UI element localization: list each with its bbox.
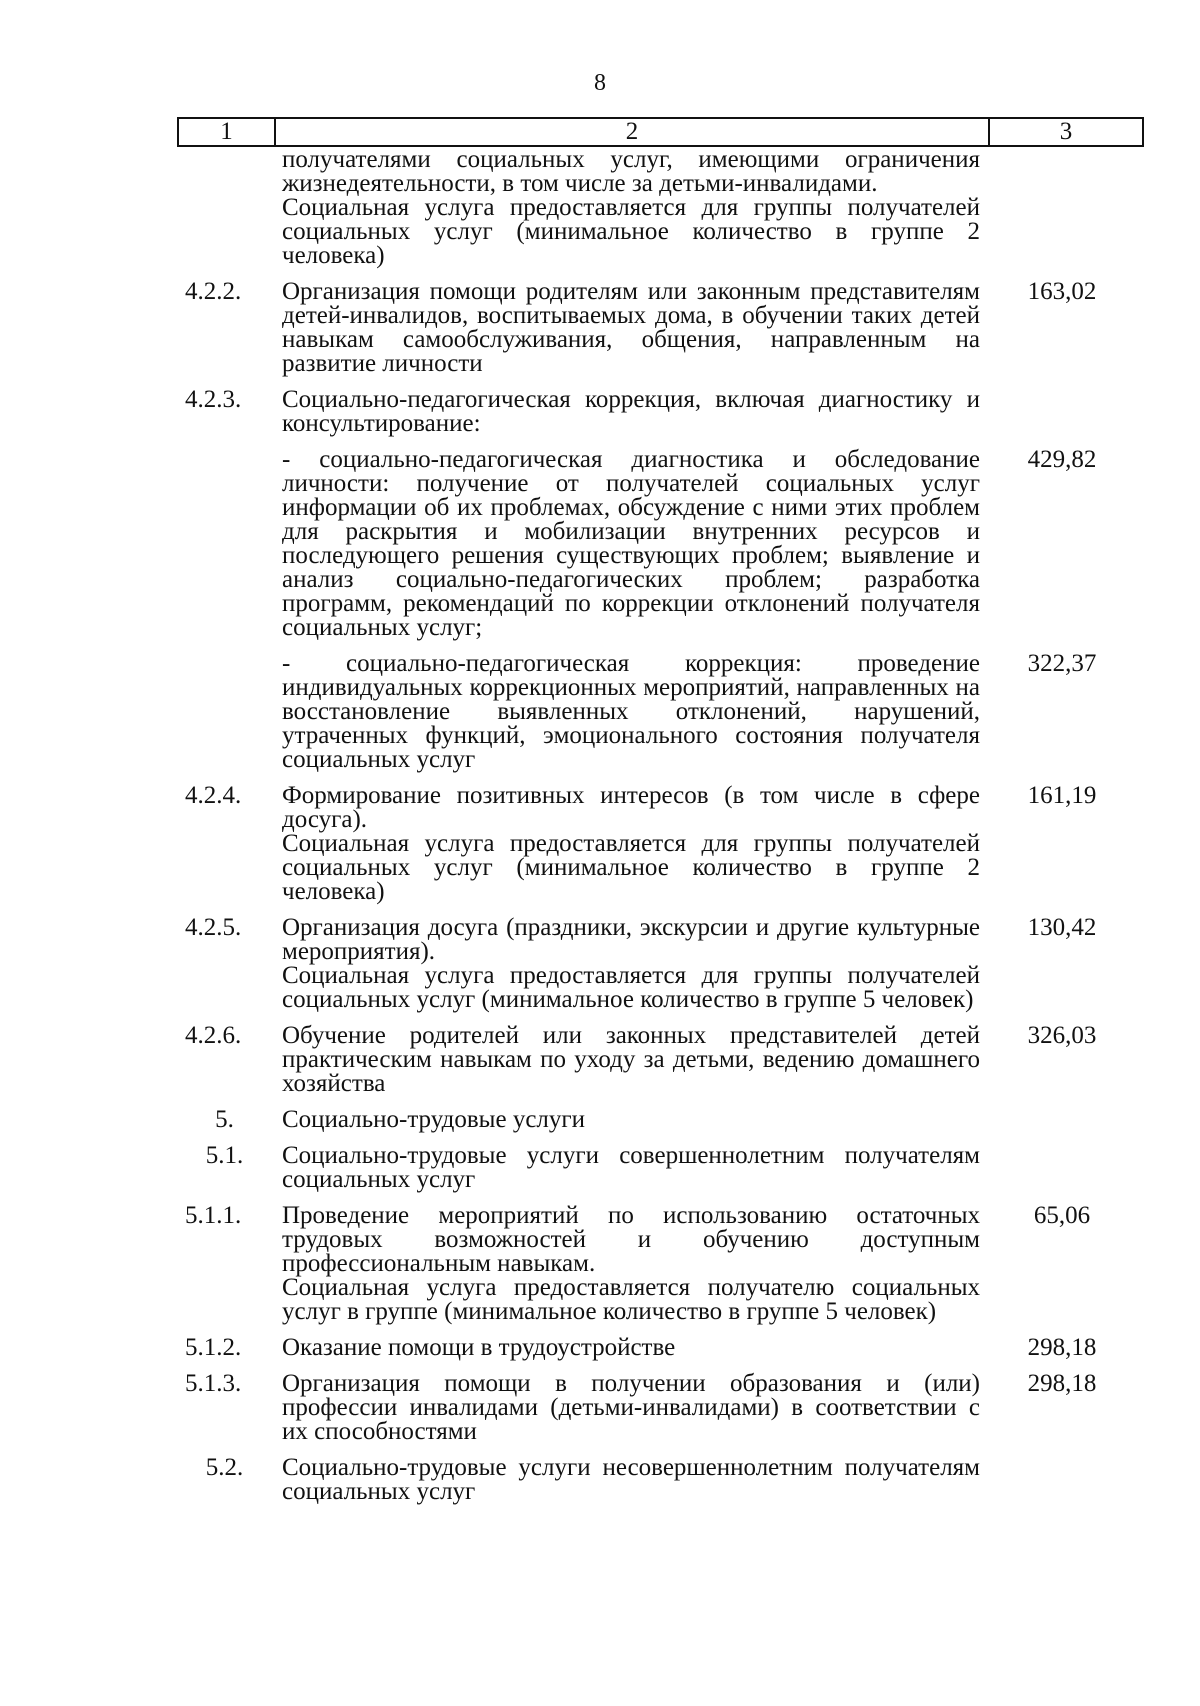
row-description: Социально-трудовые услуги (282, 1106, 586, 1133)
table-row (177, 784, 1144, 904)
row-number: 4.2.6. (185, 1022, 242, 1049)
row-number: 4.2.4. (185, 782, 242, 809)
row-number: 5.2. (205, 1454, 244, 1481)
row-price (980, 1144, 1144, 1192)
row-number: 4.2.5. (185, 914, 242, 941)
row-number: 5.1.3. (185, 1370, 242, 1397)
row-price: 429,82 (1027, 446, 1097, 473)
row-description: Организация досуга (праздники, экскурсии и другие культурные мероприятия). Социальная услуга предоставляется для группы получателей социальных услуг (минимальное количество в группе 5 человек) (282, 914, 980, 1013)
row-number (177, 148, 272, 268)
row-price: 163,02 (1027, 278, 1097, 305)
row-price: 322,37 (1027, 650, 1097, 677)
row-description: - социально-педагогическая коррекция: проведение индивидуальных коррекционных мероприятий, направленных на восстановление выявленных отклонений, нарушений, утраченных функций, эмоционального состояния получателя социальных услуг (282, 650, 980, 773)
row-price: 298,18 (1027, 1334, 1097, 1361)
table-row (177, 1372, 1144, 1444)
row-description: Проведение мероприятий по использованию остаточных трудовых возможностей и обучению доступным профессиональным навыкам. Социальная услуга предоставляется получателю социальных услуг в группе (минимальное количество в группе 5 человек) (282, 1202, 980, 1325)
row-description: Социально-педагогическая коррекция, включая диагностику и консультирование: (282, 386, 980, 437)
row-number: 5.1.2. (185, 1334, 242, 1361)
row-number: 5.1.1. (185, 1202, 242, 1229)
row-description: Социально-трудовые услуги совершеннолетним получателям социальных услуг (282, 1142, 980, 1193)
table-row (177, 652, 1144, 772)
row-description: Организация помощи в получении образования и (или) профессии инвалидами (детьми-инвалидами) в соответствии с их способностями (282, 1370, 980, 1445)
table-row (177, 1204, 1144, 1324)
row-description: - социально-педагогическая диагностика и обследование личности: получение от получателей социальных услуг информации об их проблемах, обсуждение с ними этих проблем для раскрытия и мобилизации внутренних ресурсов и последующего решения существующих проблем; выявление и анализ социально-педагогических проблем; разработка программ, рекомендаций по коррекции отклонений получателя социальных услуг; (282, 446, 980, 641)
row-price (980, 1456, 1144, 1504)
table-row (177, 1144, 1144, 1192)
service-table (177, 148, 1144, 1516)
table-row (177, 1024, 1144, 1096)
row-number: 4.2.3. (185, 386, 242, 413)
row-description: Формирование позитивных интересов (в том числе в сфере досуга). Социальная услуга предоставляется для группы получателей социальных услуг (минимальное количество в группе 2 человека) (282, 782, 980, 905)
table-header (177, 117, 1144, 147)
row-price (980, 148, 1144, 268)
row-number: 5.1. (205, 1142, 244, 1169)
row-price: 65,06 (1033, 1202, 1091, 1229)
row-number: 5. (215, 1106, 234, 1133)
row-price: 161,19 (1027, 782, 1097, 809)
table-row (177, 1336, 1144, 1360)
table-row (177, 388, 1144, 436)
row-description: Организация помощи родителям или законным представителям детей-инвалидов, воспитываемых дома, в обучении таких детей навыкам самообслуживания, общения, направленным на развитие личности (282, 278, 980, 377)
page-number: 8 (594, 70, 606, 96)
table-row (177, 916, 1144, 1012)
row-price: 326,03 (1027, 1022, 1097, 1049)
table-row (177, 1456, 1144, 1504)
row-number: 4.2.2. (185, 278, 242, 305)
row-price (980, 388, 1144, 436)
table-row (177, 280, 1144, 376)
row-price: 298,18 (1027, 1370, 1097, 1397)
row-description: получателями социальных услуг, имеющими ограничения жизнедеятельности, в том числе за детьми-инвалидами. Социальная услуга предоставляется для группы получателей социальных услуг (минимальное количество в группе 2 человека) (282, 146, 980, 269)
header-col-1: 1 (179, 119, 276, 145)
header-col-3: 3 (1059, 118, 1073, 145)
row-number (177, 448, 272, 640)
header-col-2: 2 (276, 119, 990, 145)
row-description: Оказание помощи в трудоустройстве (282, 1334, 676, 1361)
table-row (177, 448, 1144, 640)
row-price: 130,42 (1027, 914, 1097, 941)
table-row (177, 1108, 1144, 1132)
row-number (177, 652, 272, 772)
row-description: Обучение родителей или законных представителей детей практическим навыкам по уходу за детьми, ведению домашнего хозяйства (282, 1022, 980, 1097)
row-price (980, 1108, 1144, 1132)
table-row (177, 148, 1144, 268)
row-description: Социально-трудовые услуги несовершеннолетним получателям социальных услуг (282, 1454, 980, 1505)
